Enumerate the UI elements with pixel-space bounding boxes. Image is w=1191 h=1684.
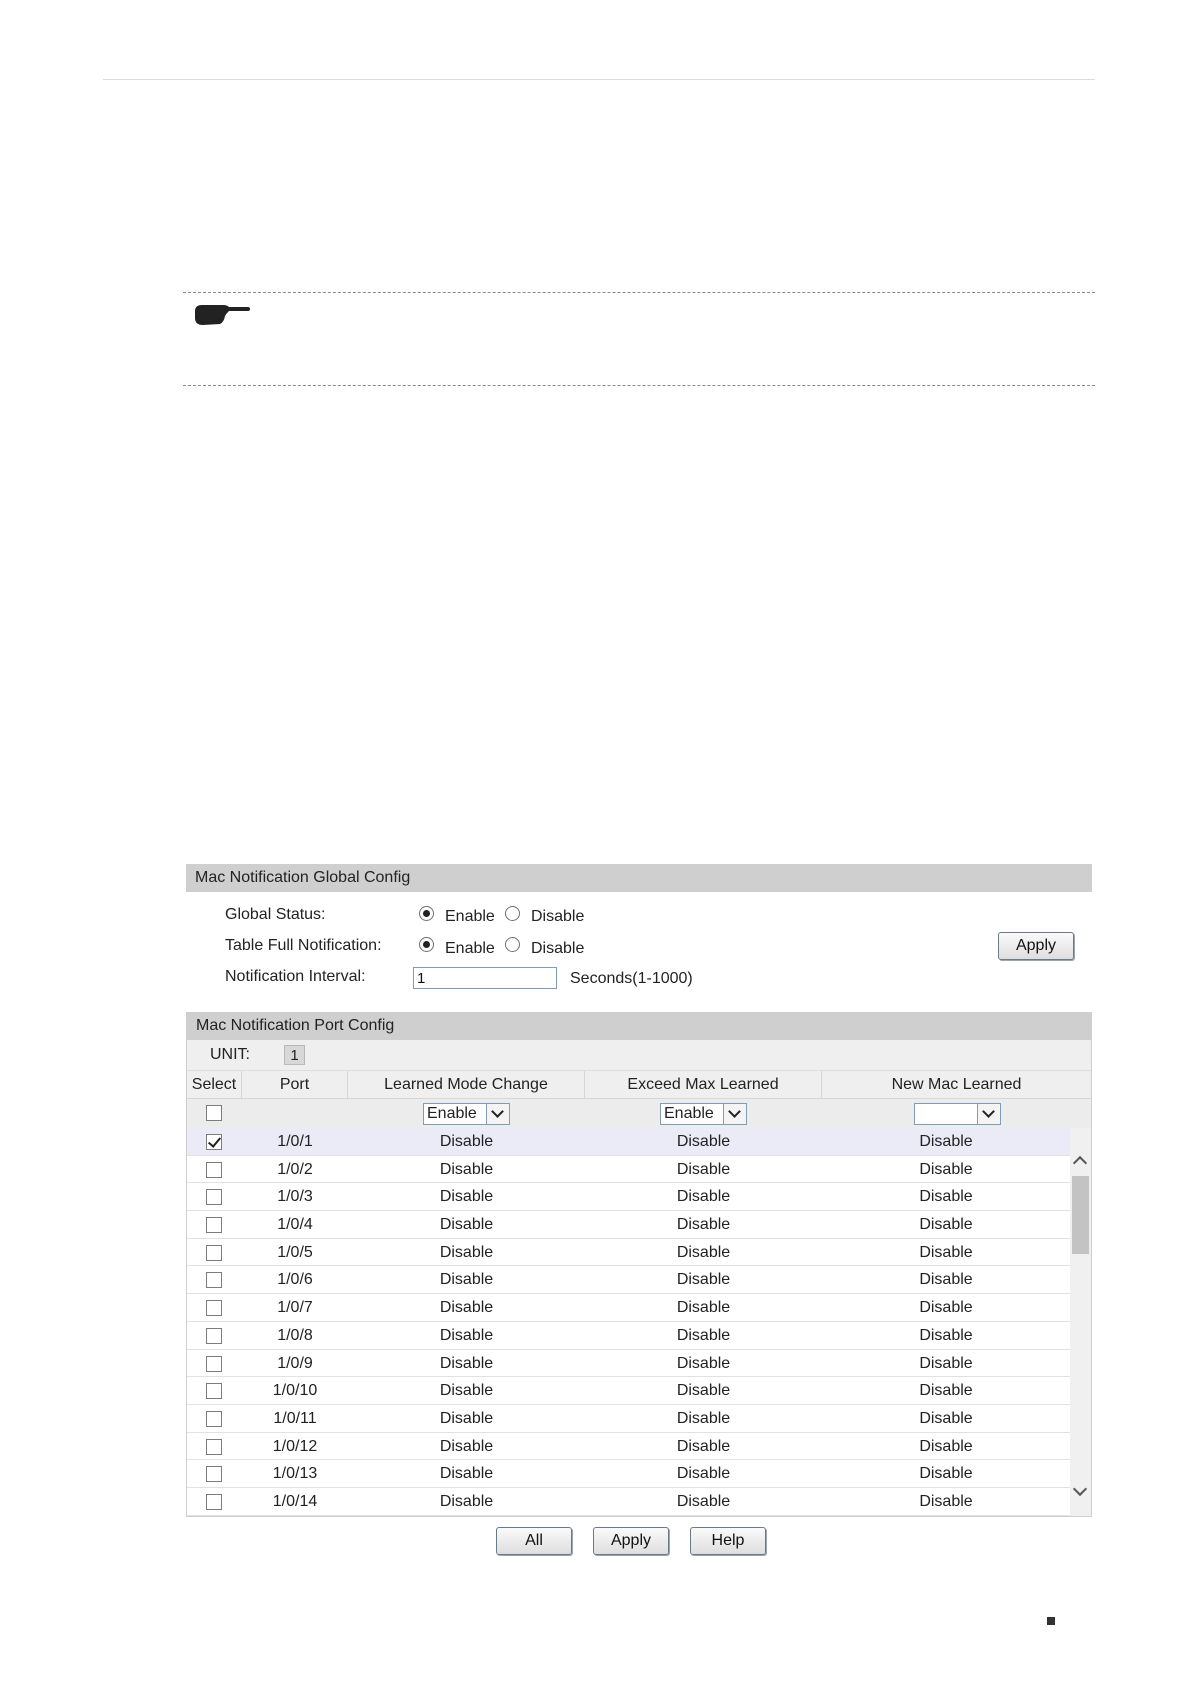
port-cell: 1/0/2: [277, 1160, 313, 1178]
learned-mode-change-cell: Disable: [439, 1437, 494, 1455]
table-row[interactable]: [187, 1128, 1070, 1156]
port-table-body: [187, 1128, 1070, 1516]
global-status-disable-label: Disable: [531, 908, 585, 925]
unit-tab-1[interactable]: 1: [284, 1045, 305, 1065]
row-select-checkbox[interactable]: [206, 1494, 222, 1510]
scrollbar-thumb[interactable]: [1072, 1176, 1089, 1254]
exceed-max-learned-cell: Disable: [676, 1437, 731, 1455]
learned-mode-change-cell: Disable: [439, 1243, 494, 1261]
exceed-max-learned-cell: Disable: [676, 1188, 731, 1206]
learned-mode-change-cell: Disable: [439, 1465, 494, 1483]
help-button[interactable]: Help: [690, 1527, 766, 1555]
new-mac-learned-cell: Disable: [919, 1271, 973, 1289]
learned-mode-change-cell: Disable: [439, 1326, 494, 1344]
note-bottom-divider: [183, 385, 1095, 386]
learned-mode-change-cell: Disable: [439, 1160, 494, 1178]
table-row[interactable]: [187, 1377, 1070, 1405]
column-header-port: Port: [242, 1071, 348, 1099]
chevron-down-icon: [723, 1104, 746, 1124]
exceed-max-learned-cell: Disable: [676, 1382, 731, 1400]
port-cell: 1/0/9: [277, 1354, 313, 1372]
new-mac-learned-cell: Disable: [919, 1326, 973, 1344]
chevron-down-icon: [977, 1104, 1000, 1124]
table-full-disable-radio[interactable]: [505, 937, 520, 952]
port-config-title: Mac Notification Port Config: [187, 1012, 1091, 1040]
port-cell: 1/0/8: [277, 1326, 313, 1344]
learned-mode-change-cell: Disable: [439, 1299, 494, 1317]
table-row[interactable]: [187, 1183, 1070, 1211]
learned-mode-change-select-value: Enable: [427, 1105, 477, 1122]
learned-mode-change-cell: Disable: [439, 1188, 494, 1206]
table-row[interactable]: [187, 1294, 1070, 1322]
row-select-checkbox[interactable]: [206, 1466, 222, 1482]
row-select-checkbox[interactable]: [206, 1189, 222, 1205]
notification-interval-label: Notification Interval:: [225, 968, 366, 985]
column-header-exceed-max-learned: Exceed Max Learned: [585, 1071, 822, 1099]
table-row[interactable]: [187, 1266, 1070, 1294]
learned-mode-change-cell: Disable: [439, 1382, 494, 1400]
row-select-checkbox[interactable]: [206, 1300, 222, 1316]
all-button[interactable]: All: [496, 1527, 572, 1555]
table-row[interactable]: [187, 1405, 1070, 1433]
new-mac-learned-cell: Disable: [919, 1409, 973, 1427]
chevron-down-icon: [486, 1104, 509, 1124]
new-mac-learned-cell: Disable: [919, 1188, 973, 1206]
note-top-divider: [183, 292, 1095, 293]
pointing-hand-icon: [193, 302, 251, 328]
column-header-new-mac-learned: New Mac Learned: [891, 1076, 1022, 1093]
port-table-scrollbar[interactable]: [1070, 1128, 1091, 1516]
new-mac-learned-cell: Disable: [919, 1133, 973, 1150]
port-cell: 1/0/13: [272, 1465, 318, 1483]
port-apply-button[interactable]: Apply: [593, 1527, 669, 1555]
scroll-up-icon[interactable]: [1073, 1156, 1087, 1170]
new-mac-learned-cell: Disable: [919, 1160, 973, 1178]
new-mac-learned-cell: Disable: [919, 1437, 973, 1455]
port-cell: 1/0/6: [277, 1271, 313, 1289]
new-mac-learned-cell: Disable: [919, 1465, 973, 1483]
row-select-checkbox[interactable]: [206, 1411, 222, 1427]
row-select-checkbox[interactable]: [206, 1162, 222, 1178]
unit-label: UNIT:: [210, 1046, 250, 1063]
exceed-max-learned-cell: Disable: [676, 1326, 731, 1344]
select-all-checkbox[interactable]: [206, 1105, 222, 1121]
global-status-disable-radio[interactable]: [505, 906, 520, 921]
port-cell: 1/0/11: [273, 1409, 317, 1427]
table-row[interactable]: [187, 1460, 1070, 1488]
column-header-select: Select: [187, 1071, 242, 1099]
global-config-panel: [186, 864, 1092, 994]
new-mac-learned-cell: Disable: [919, 1354, 973, 1372]
row-select-checkbox[interactable]: [206, 1134, 222, 1150]
row-select-checkbox[interactable]: [206, 1356, 222, 1372]
column-header-learned-mode-change: Learned Mode Change: [348, 1071, 585, 1099]
exceed-max-learned-cell: Disable: [676, 1271, 731, 1289]
port-cell: 1/0/7: [277, 1299, 313, 1317]
learned-mode-change-cell: Disable: [439, 1271, 494, 1289]
learned-mode-change-cell: Disable: [439, 1133, 494, 1150]
exceed-max-learned-cell: Disable: [676, 1243, 731, 1261]
exceed-max-learned-select[interactable]: [660, 1103, 747, 1125]
port-cell: 1/0/4: [277, 1216, 313, 1234]
new-mac-learned-cell: Disable: [919, 1492, 973, 1510]
exceed-max-learned-cell: Disable: [676, 1409, 731, 1427]
batch-config-row: [187, 1098, 1091, 1129]
global-config-title: Mac Notification Global Config: [186, 864, 1092, 892]
table-row[interactable]: [187, 1433, 1070, 1461]
port-cell: 1/0/5: [277, 1243, 313, 1261]
unit-row: [187, 1040, 1091, 1070]
table-full-enable-radio[interactable]: [419, 937, 434, 952]
row-select-checkbox[interactable]: [206, 1439, 222, 1455]
table-full-label: Table Full Notification:: [225, 937, 382, 954]
global-apply-button[interactable]: Apply: [998, 932, 1074, 960]
header-rule: [103, 79, 1095, 80]
row-select-checkbox[interactable]: [206, 1272, 222, 1288]
exceed-max-learned-cell: Disable: [676, 1216, 731, 1234]
port-cell: 1/0/1: [277, 1133, 313, 1150]
learned-mode-change-cell: Disable: [439, 1216, 494, 1234]
row-select-checkbox[interactable]: [206, 1217, 222, 1233]
learned-mode-change-cell: Disable: [439, 1354, 494, 1372]
row-select-checkbox[interactable]: [206, 1383, 222, 1399]
global-status-enable-radio[interactable]: [419, 906, 434, 921]
exceed-max-learned-cell: Disable: [676, 1354, 731, 1372]
port-cell: 1/0/12: [272, 1437, 318, 1455]
new-mac-learned-cell: Disable: [919, 1243, 973, 1261]
row-select-checkbox[interactable]: [206, 1328, 222, 1344]
exceed-max-learned-select-value: Enable: [664, 1105, 714, 1122]
learned-mode-change-cell: Disable: [439, 1492, 494, 1510]
scroll-down-icon[interactable]: [1073, 1482, 1087, 1496]
table-row[interactable]: [187, 1488, 1070, 1516]
table-row[interactable]: [187, 1156, 1070, 1184]
exceed-max-learned-cell: Disable: [676, 1133, 731, 1150]
new-mac-learned-cell: Disable: [919, 1382, 973, 1400]
table-full-enable-label: Enable: [445, 940, 495, 957]
global-status-enable-label: Enable: [445, 908, 495, 925]
learned-mode-change-cell: Disable: [439, 1409, 494, 1427]
table-row[interactable]: [187, 1211, 1070, 1239]
exceed-max-learned-cell: Disable: [676, 1465, 731, 1483]
notification-interval-hint: Seconds(1-1000): [570, 970, 693, 987]
port-cell: 1/0/14: [272, 1492, 318, 1510]
learned-mode-change-select[interactable]: [423, 1103, 510, 1125]
port-cell: 1/0/10: [272, 1382, 318, 1400]
exceed-max-learned-cell: Disable: [676, 1299, 731, 1317]
table-row[interactable]: [187, 1322, 1070, 1350]
page-marker: [1047, 1617, 1055, 1625]
notification-interval-input[interactable]: [413, 967, 557, 989]
row-select-checkbox[interactable]: [206, 1245, 222, 1261]
new-mac-learned-cell: Disable: [919, 1299, 973, 1317]
port-table-header: [187, 1070, 1091, 1099]
exceed-max-learned-cell: Disable: [676, 1160, 731, 1178]
table-row[interactable]: [187, 1350, 1070, 1378]
table-row[interactable]: [187, 1239, 1070, 1267]
port-config-panel: [186, 1012, 1092, 1517]
port-cell: 1/0/3: [277, 1188, 313, 1206]
table-full-disable-label: Disable: [531, 940, 585, 957]
new-mac-learned-cell: Disable: [919, 1216, 973, 1234]
exceed-max-learned-cell: Disable: [676, 1492, 731, 1510]
new-mac-learned-select[interactable]: [914, 1103, 1001, 1125]
global-status-label: Global Status:: [225, 906, 326, 923]
